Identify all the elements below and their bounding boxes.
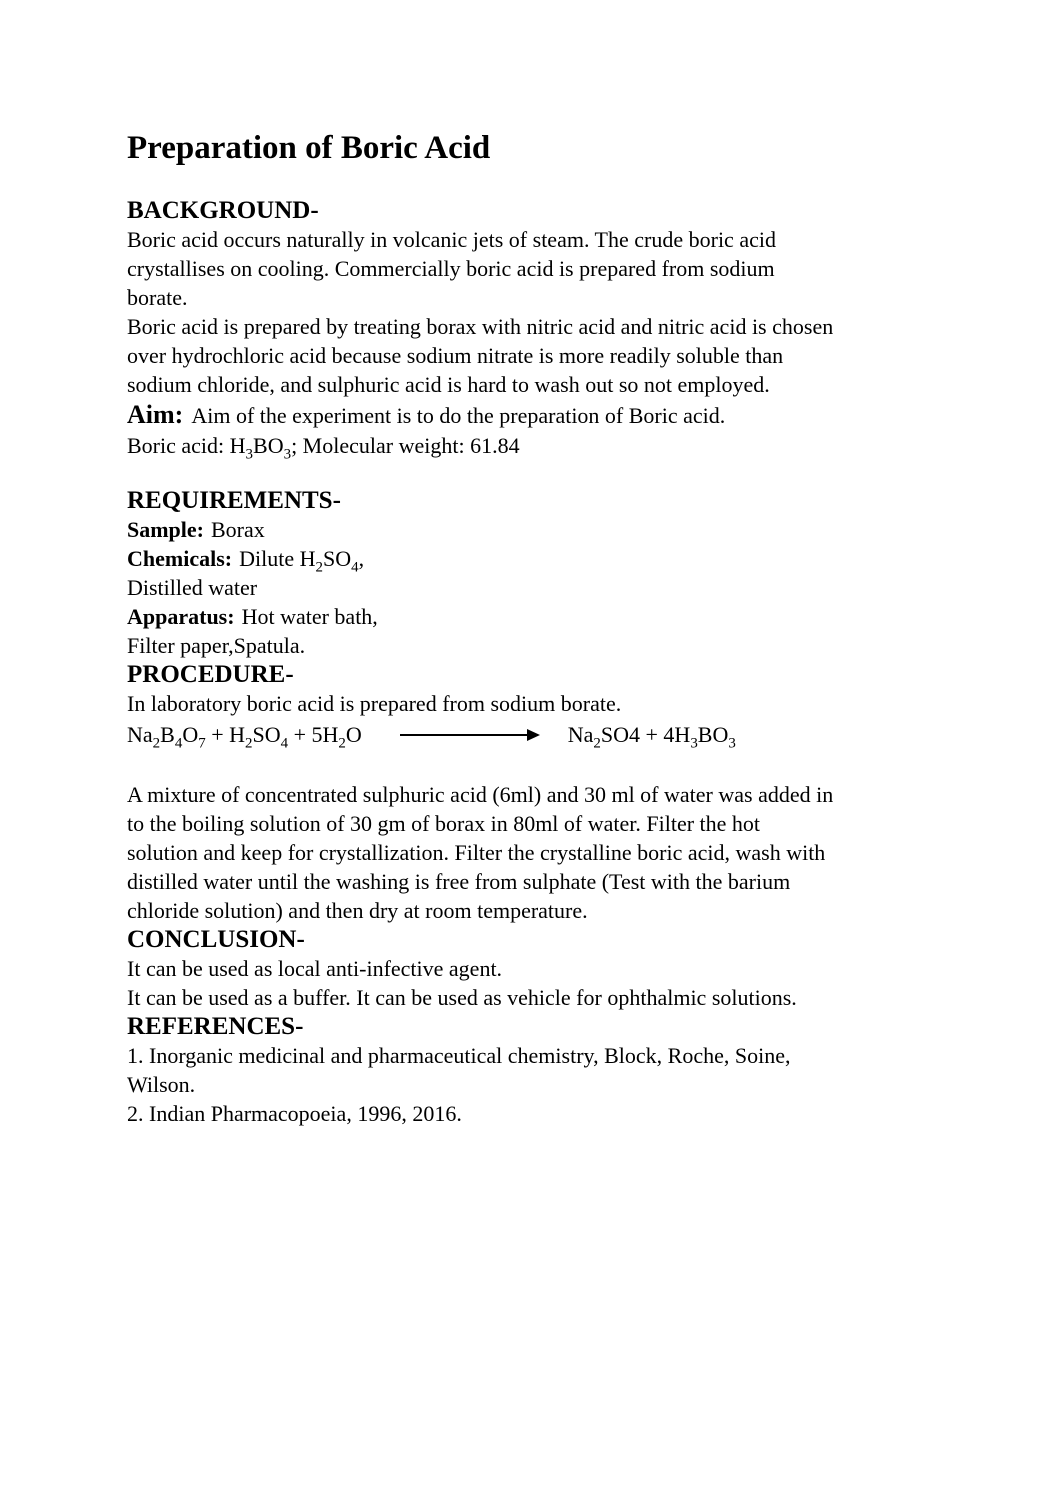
chemical-equation [127,718,938,752]
chemicals-text: Dilute $H_2SO_4$, [239,546,365,576]
sample-line [127,515,938,544]
reference-line: 1. Inorganic medicinal and pharmaceutical chemistry, Block, Roche, Soine, [127,1043,791,1068]
section-heading-conclusion: CONCLUSION- [127,926,305,953]
text-line: A mixture of concentrated sulphuric acid (6ml) and 30 ml of water was added in [127,782,834,807]
equation-lhs: $Na_2B_4O_7 + H_2SO_4 + 5H_2O$ [127,722,362,752]
text-line: Boric acid occurs naturally in volcanic jets of steam. The crude boric acid [127,227,776,252]
sample-text: Borax [211,517,265,542]
reference-line: 2. Indian Pharmacopoeia, 1996, 2016. [127,1101,462,1126]
aim-label: Aim: [127,400,184,429]
chemicals-line [127,544,938,576]
boric-acid-formula-line: Boric acid: $H_3BO_3$; Molecular weight: 61.84 [127,433,520,463]
chemicals-label: Chemicals: [127,546,233,571]
text-line: over hydrochloric acid because sodium nitrate is more readily soluble than [127,343,784,368]
aim-line [127,399,938,431]
apparatus-text: Hot water bath, [241,604,378,629]
section-heading-procedure: PROCEDURE- [127,661,294,688]
equation-rhs: $Na_2SO4 + 4H_3BO_3$ [567,722,736,752]
procedure-intro-line: In laboratory boric acid is prepared from sodium borate. [127,691,622,716]
procedure-paragraph [127,780,938,925]
text-line: It can be used as local anti-infective agent. [127,956,503,981]
text-line: Boric acid is prepared by treating borax with nitric acid and nitric acid is chosen [127,314,834,339]
text-line: chloride solution) and then dry at room temperature. [127,898,588,923]
text-line: It can be used as a buffer. It can be used as vehicle for ophthalmic solutions. [127,985,797,1010]
apparatus-label: Apparatus: [127,604,235,629]
section-heading-references: REFERENCES- [127,1013,304,1040]
document-title: Preparation of Boric Acid [127,130,491,166]
reference-line: Wilson. [127,1072,196,1097]
apparatus-line [127,602,938,631]
apparatus-continuation-line: Filter paper,Spatula. [127,633,306,658]
aim-text: Aim of the experiment is to do the preparation of Boric acid. [191,403,726,428]
chemicals-continuation-line: Distilled water [127,575,258,600]
text-line: solution and keep for crystallization. Filter the crystalline boric acid, wash with [127,840,826,865]
section-heading-requirements: REQUIREMENTS- [127,487,341,514]
text-line: crystallises on cooling. Commercially boric acid is prepared from sodium [127,256,775,281]
text-line: sodium chloride, and sulphuric acid is hard to wash out so not employed. [127,372,770,397]
text-line: borate. [127,285,188,310]
sample-label: Sample: [127,517,204,542]
right-arrow-icon [400,734,538,736]
section-heading-background: BACKGROUND- [127,197,319,224]
text-line: distilled water until the washing is free from sulphate (Test with the barium [127,869,791,894]
text-line: to the boiling solution of 30 gm of borax in 80ml of water. Filter the hot [127,811,761,836]
